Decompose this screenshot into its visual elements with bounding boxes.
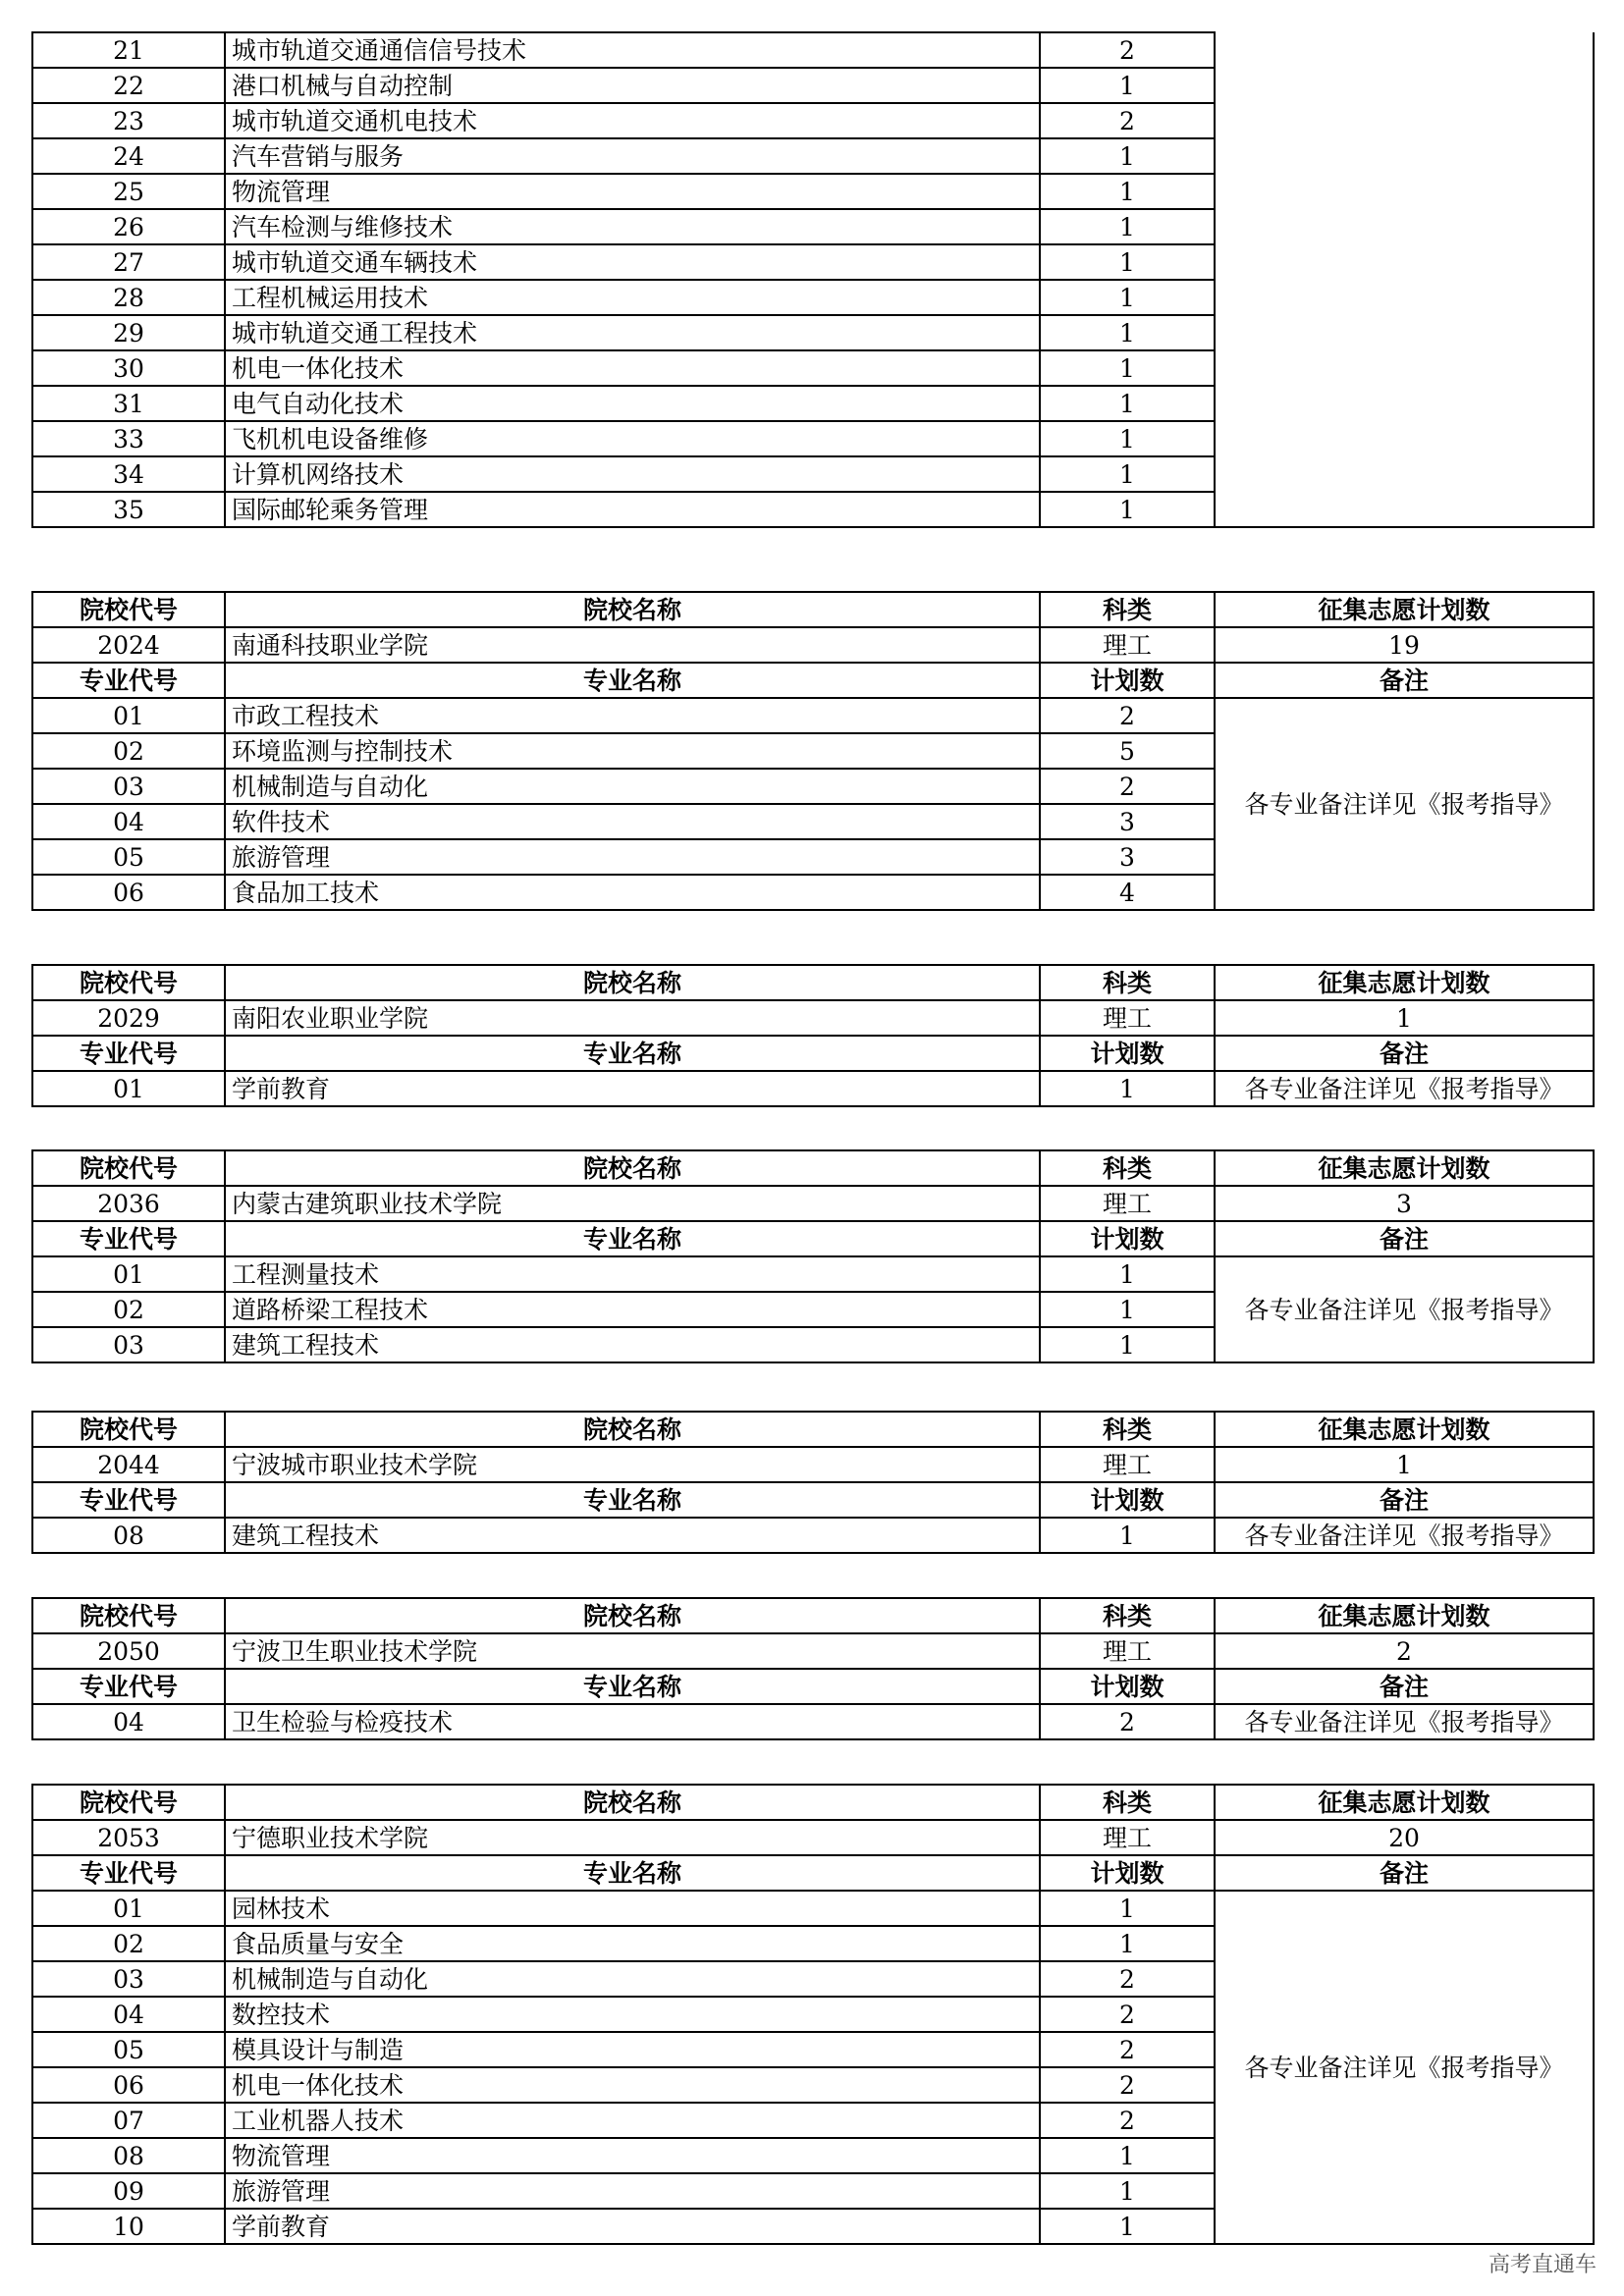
college-code: 2050 [32, 1633, 225, 1669]
major-header-row [32, 1221, 1594, 1256]
major-name: 汽车营销与服务 [225, 138, 1040, 174]
header-cell: 院校名称 [225, 592, 1040, 627]
plan-count: 4 [1040, 875, 1215, 910]
header-cell: 计划数 [1040, 1482, 1215, 1518]
plan-count: 2 [1040, 32, 1215, 68]
college-table [31, 1149, 1595, 1363]
major-code: 35 [32, 492, 225, 527]
table-row [32, 1518, 1594, 1553]
major-code: 21 [32, 32, 225, 68]
college-code: 2029 [32, 1000, 225, 1036]
plan-count: 1 [1040, 138, 1215, 174]
header-cell: 院校名称 [225, 1412, 1040, 1447]
college-quota: 3 [1215, 1186, 1594, 1221]
plan-count: 2 [1040, 1997, 1215, 2032]
major-code: 01 [32, 1256, 225, 1292]
plan-count: 1 [1040, 68, 1215, 103]
major-header-row [32, 1482, 1594, 1518]
major-name: 计算机网络技术 [225, 456, 1040, 492]
plan-count: 1 [1040, 1926, 1215, 1961]
college-table [31, 1597, 1595, 1740]
plan-count: 2 [1040, 103, 1215, 138]
major-name: 国际邮轮乘务管理 [225, 492, 1040, 527]
college-name: 南通科技职业学院 [225, 627, 1040, 663]
table-row [32, 1256, 1594, 1292]
major-code: 05 [32, 839, 225, 875]
plan-count: 2 [1040, 769, 1215, 804]
major-code: 06 [32, 2067, 225, 2103]
major-header-row [32, 1669, 1594, 1704]
college-code: 2024 [32, 627, 225, 663]
header-cell: 院校代号 [32, 965, 225, 1000]
major-code: 06 [32, 875, 225, 910]
header-cell: 院校名称 [225, 1150, 1040, 1186]
header-cell: 科类 [1040, 1412, 1215, 1447]
major-code: 01 [32, 1071, 225, 1106]
major-code: 01 [32, 698, 225, 733]
header-cell: 科类 [1040, 1785, 1215, 1820]
header-cell: 专业名称 [225, 1855, 1040, 1891]
major-name: 环境监测与控制技术 [225, 733, 1040, 769]
header-cell: 专业代号 [32, 1669, 225, 1704]
table-row [32, 698, 1594, 733]
remarks-cell: 各专业备注详见《报考指导》 [1215, 1518, 1594, 1553]
major-code: 26 [32, 209, 225, 244]
header-cell: 专业名称 [225, 1482, 1040, 1518]
college-table [31, 591, 1595, 911]
major-code: 31 [32, 386, 225, 421]
plan-count: 1 [1040, 350, 1215, 386]
major-code: 28 [32, 280, 225, 315]
college-category: 理工 [1040, 627, 1215, 663]
major-code: 08 [32, 1518, 225, 1553]
major-name: 物流管理 [225, 174, 1040, 209]
header-cell: 专业名称 [225, 663, 1040, 698]
major-code: 03 [32, 1327, 225, 1362]
college-header-row [32, 1785, 1594, 1820]
major-name: 物流管理 [225, 2138, 1040, 2173]
remarks-cell: 各专业备注详见《报考指导》 [1215, 698, 1594, 910]
header-cell: 院校代号 [32, 1785, 225, 1820]
plan-count: 3 [1040, 839, 1215, 875]
plan-count: 1 [1040, 1891, 1215, 1926]
major-name: 学前教育 [225, 2209, 1040, 2244]
major-name: 食品加工技术 [225, 875, 1040, 910]
major-code: 33 [32, 421, 225, 456]
major-name: 机械制造与自动化 [225, 1961, 1040, 1997]
header-cell: 院校名称 [225, 1785, 1040, 1820]
table-row [32, 1704, 1594, 1739]
remarks-cell [1215, 32, 1594, 527]
major-code: 01 [32, 1891, 225, 1926]
college-quota: 1 [1215, 1000, 1594, 1036]
college-header-row [32, 1598, 1594, 1633]
college-quota: 20 [1215, 1820, 1594, 1855]
major-code: 03 [32, 769, 225, 804]
plan-count: 1 [1040, 1071, 1215, 1106]
plan-count: 1 [1040, 1256, 1215, 1292]
header-cell: 专业代号 [32, 1036, 225, 1071]
major-name: 港口机械与自动控制 [225, 68, 1040, 103]
major-name: 机械制造与自动化 [225, 769, 1040, 804]
plan-count: 1 [1040, 2209, 1215, 2244]
college-table [31, 964, 1595, 1107]
college-category: 理工 [1040, 1186, 1215, 1221]
major-code: 30 [32, 350, 225, 386]
college-info-row [32, 1186, 1594, 1221]
college-header-row [32, 1412, 1594, 1447]
header-cell: 备注 [1215, 1669, 1594, 1704]
header-cell: 计划数 [1040, 1855, 1215, 1891]
plan-count: 1 [1040, 209, 1215, 244]
college-info-row [32, 1447, 1594, 1482]
college-info-row [32, 1000, 1594, 1036]
header-cell: 专业代号 [32, 1482, 225, 1518]
plan-count: 1 [1040, 1518, 1215, 1553]
header-cell: 备注 [1215, 1036, 1594, 1071]
header-cell: 备注 [1215, 1855, 1594, 1891]
header-cell: 征集志愿计划数 [1215, 1598, 1594, 1633]
header-cell: 科类 [1040, 1150, 1215, 1186]
header-cell: 科类 [1040, 1598, 1215, 1633]
major-name: 园林技术 [225, 1891, 1040, 1926]
header-cell: 院校代号 [32, 1598, 225, 1633]
plan-count: 2 [1040, 2032, 1215, 2067]
watermark-text: 高考直通车 [1488, 2253, 1597, 2277]
header-cell: 计划数 [1040, 1036, 1215, 1071]
header-cell: 计划数 [1040, 1221, 1215, 1256]
major-name: 食品质量与安全 [225, 1926, 1040, 1961]
plan-count: 1 [1040, 244, 1215, 280]
major-code: 24 [32, 138, 225, 174]
header-cell: 备注 [1215, 1221, 1594, 1256]
major-name: 汽车检测与维修技术 [225, 209, 1040, 244]
major-code: 02 [32, 733, 225, 769]
college-info-row [32, 627, 1594, 663]
college-quota: 1 [1215, 1447, 1594, 1482]
college-category: 理工 [1040, 1820, 1215, 1855]
table-row [32, 1891, 1594, 1926]
college-table [31, 31, 1595, 528]
major-name: 学前教育 [225, 1071, 1040, 1106]
plan-count: 1 [1040, 280, 1215, 315]
plan-count: 1 [1040, 174, 1215, 209]
major-name: 建筑工程技术 [225, 1327, 1040, 1362]
major-code: 29 [32, 315, 225, 350]
plan-count: 2 [1040, 1704, 1215, 1739]
plan-count: 3 [1040, 804, 1215, 839]
header-cell: 备注 [1215, 663, 1594, 698]
major-name: 城市轨道交通通信信号技术 [225, 32, 1040, 68]
major-name: 卫生检验与检疫技术 [225, 1704, 1040, 1739]
major-name: 工业机器人技术 [225, 2103, 1040, 2138]
header-cell: 专业代号 [32, 1855, 225, 1891]
major-name: 机电一体化技术 [225, 350, 1040, 386]
header-cell: 征集志愿计划数 [1215, 965, 1594, 1000]
header-cell: 院校名称 [225, 965, 1040, 1000]
major-name: 建筑工程技术 [225, 1518, 1040, 1553]
plan-count: 1 [1040, 2173, 1215, 2209]
college-quota: 19 [1215, 627, 1594, 663]
major-name: 工程机械运用技术 [225, 280, 1040, 315]
plan-count: 2 [1040, 2067, 1215, 2103]
college-info-row [32, 1633, 1594, 1669]
major-code: 09 [32, 2173, 225, 2209]
major-name: 旅游管理 [225, 2173, 1040, 2209]
college-category: 理工 [1040, 1447, 1215, 1482]
college-category: 理工 [1040, 1633, 1215, 1669]
college-name: 内蒙古建筑职业技术学院 [225, 1186, 1040, 1221]
header-cell: 专业代号 [32, 1221, 225, 1256]
college-header-row [32, 1150, 1594, 1186]
header-cell: 计划数 [1040, 1669, 1215, 1704]
major-code: 04 [32, 1997, 225, 2032]
college-code: 2044 [32, 1447, 225, 1482]
plan-count: 2 [1040, 698, 1215, 733]
plan-count: 1 [1040, 1327, 1215, 1362]
major-name: 城市轨道交通机电技术 [225, 103, 1040, 138]
major-code: 02 [32, 1292, 225, 1327]
major-name: 机电一体化技术 [225, 2067, 1040, 2103]
major-code: 02 [32, 1926, 225, 1961]
college-name: 宁德职业技术学院 [225, 1820, 1040, 1855]
remarks-cell: 各专业备注详见《报考指导》 [1215, 1256, 1594, 1362]
major-code: 03 [32, 1961, 225, 1997]
header-cell: 专业名称 [225, 1036, 1040, 1071]
major-code: 07 [32, 2103, 225, 2138]
header-cell: 院校代号 [32, 1412, 225, 1447]
plan-count: 1 [1040, 456, 1215, 492]
college-quota: 2 [1215, 1633, 1594, 1669]
major-name: 软件技术 [225, 804, 1040, 839]
header-cell: 科类 [1040, 965, 1215, 1000]
plan-count: 1 [1040, 2138, 1215, 2173]
plan-count: 1 [1040, 1292, 1215, 1327]
college-info-row [32, 1820, 1594, 1855]
college-category: 理工 [1040, 1000, 1215, 1036]
major-header-row [32, 1036, 1594, 1071]
major-code: 04 [32, 1704, 225, 1739]
major-header-row [32, 1855, 1594, 1891]
college-header-row [32, 965, 1594, 1000]
header-cell: 院校名称 [225, 1598, 1040, 1633]
plan-count: 1 [1040, 492, 1215, 527]
major-code: 25 [32, 174, 225, 209]
major-name: 城市轨道交通车辆技术 [225, 244, 1040, 280]
major-name: 数控技术 [225, 1997, 1040, 2032]
header-cell: 院校代号 [32, 592, 225, 627]
header-cell: 征集志愿计划数 [1215, 1150, 1594, 1186]
college-code: 2053 [32, 1820, 225, 1855]
major-name: 飞机机电设备维修 [225, 421, 1040, 456]
major-code: 08 [32, 2138, 225, 2173]
college-name: 南阳农业职业学院 [225, 1000, 1040, 1036]
table-row [32, 1071, 1594, 1106]
major-name: 道路桥梁工程技术 [225, 1292, 1040, 1327]
plan-count: 1 [1040, 315, 1215, 350]
major-code: 34 [32, 456, 225, 492]
major-code: 23 [32, 103, 225, 138]
college-table [31, 1411, 1595, 1554]
header-cell: 征集志愿计划数 [1215, 1785, 1594, 1820]
major-code: 05 [32, 2032, 225, 2067]
header-cell: 备注 [1215, 1482, 1594, 1518]
header-cell: 计划数 [1040, 663, 1215, 698]
remarks-cell: 各专业备注详见《报考指导》 [1215, 1704, 1594, 1739]
remarks-cell: 各专业备注详见《报考指导》 [1215, 1071, 1594, 1106]
plan-count: 1 [1040, 421, 1215, 456]
major-code: 04 [32, 804, 225, 839]
header-cell: 院校代号 [32, 1150, 225, 1186]
major-name: 电气自动化技术 [225, 386, 1040, 421]
college-header-row [32, 592, 1594, 627]
major-code: 22 [32, 68, 225, 103]
major-code: 27 [32, 244, 225, 280]
major-code: 10 [32, 2209, 225, 2244]
plan-count: 2 [1040, 2103, 1215, 2138]
college-table [31, 1784, 1595, 2245]
remarks-cell: 各专业备注详见《报考指导》 [1215, 1891, 1594, 2244]
college-name: 宁波卫生职业技术学院 [225, 1633, 1040, 1669]
table-row [32, 32, 1594, 68]
major-header-row [32, 663, 1594, 698]
college-name: 宁波城市职业技术学院 [225, 1447, 1040, 1482]
major-name: 市政工程技术 [225, 698, 1040, 733]
major-name: 旅游管理 [225, 839, 1040, 875]
header-cell: 专业名称 [225, 1669, 1040, 1704]
college-code: 2036 [32, 1186, 225, 1221]
header-cell: 科类 [1040, 592, 1215, 627]
header-cell: 专业代号 [32, 663, 225, 698]
major-name: 工程测量技术 [225, 1256, 1040, 1292]
header-cell: 征集志愿计划数 [1215, 592, 1594, 627]
plan-count: 2 [1040, 1961, 1215, 1997]
header-cell: 征集志愿计划数 [1215, 1412, 1594, 1447]
major-name: 城市轨道交通工程技术 [225, 315, 1040, 350]
major-name: 模具设计与制造 [225, 2032, 1040, 2067]
plan-count: 5 [1040, 733, 1215, 769]
header-cell: 专业名称 [225, 1221, 1040, 1256]
plan-count: 1 [1040, 386, 1215, 421]
